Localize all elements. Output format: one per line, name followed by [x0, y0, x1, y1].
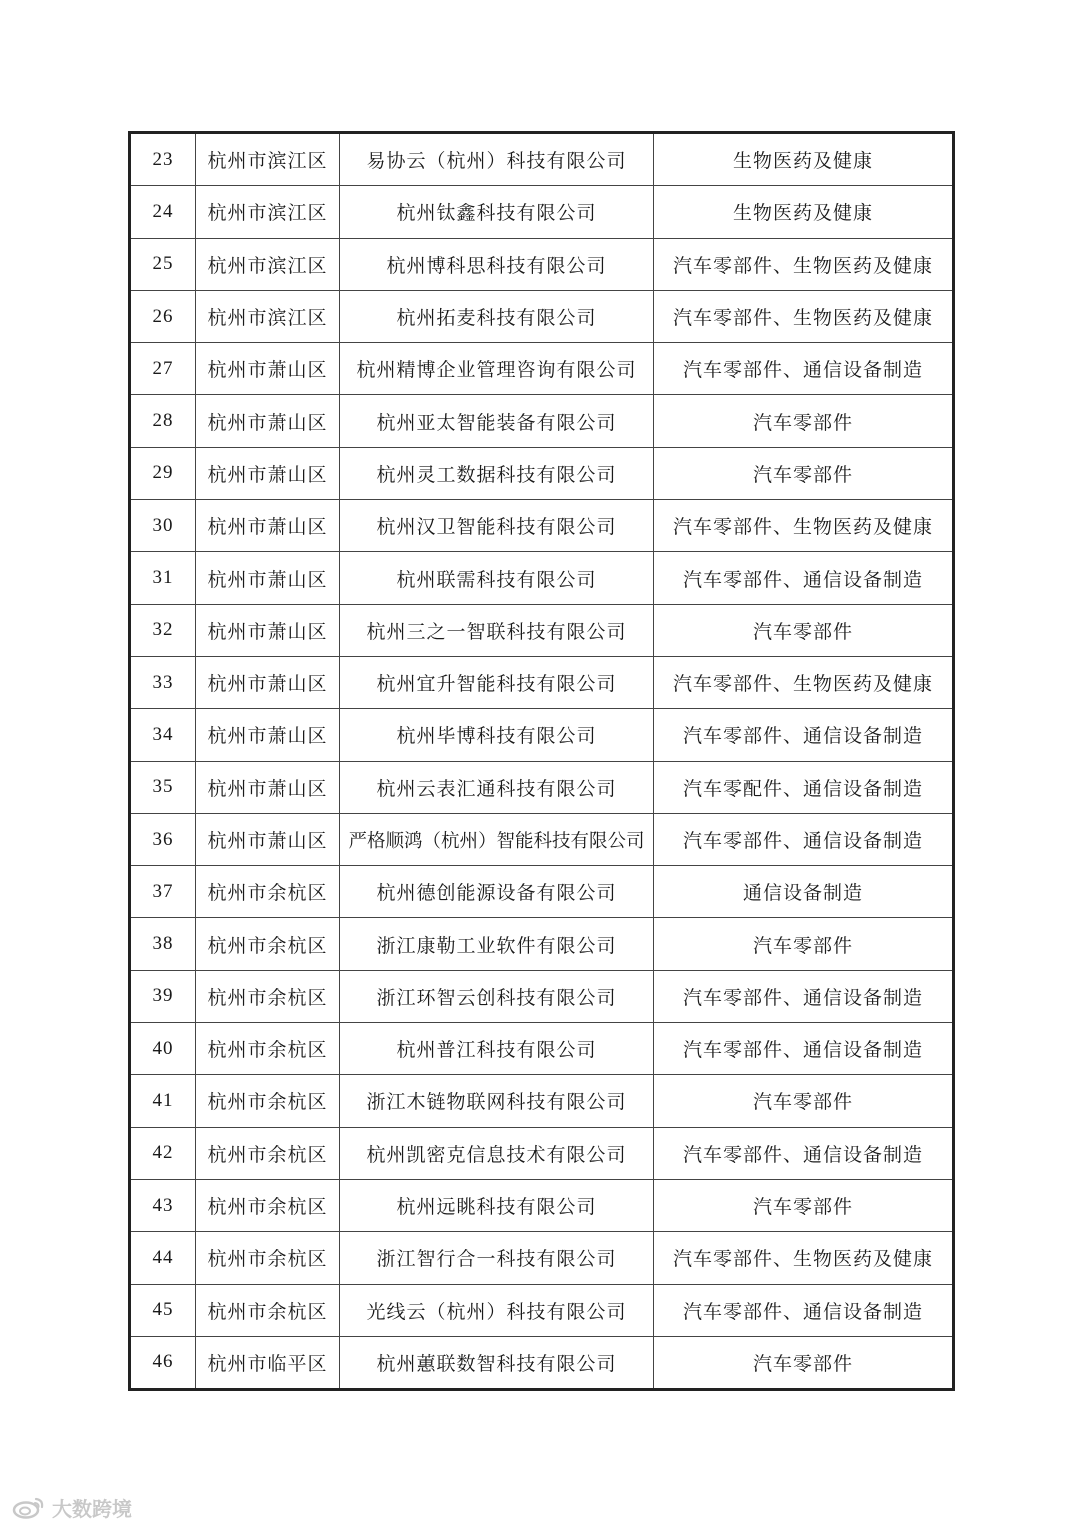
row-number: 45 [130, 1284, 196, 1336]
row-number: 37 [130, 866, 196, 918]
table-row [130, 186, 954, 238]
district-cell: 杭州市萧山区 [196, 813, 340, 865]
watermark [12, 1494, 132, 1520]
district-cell: 杭州市余杭区 [196, 1023, 340, 1075]
district-cell: 杭州市余杭区 [196, 1232, 340, 1284]
table-row [130, 1023, 954, 1075]
district-cell: 杭州市余杭区 [196, 970, 340, 1022]
district-cell: 杭州市滨江区 [196, 238, 340, 290]
row-number: 42 [130, 1127, 196, 1179]
company-name-cell: 杭州三之一智联科技有限公司 [340, 604, 654, 656]
company-name-cell: 杭州拓麦科技有限公司 [340, 290, 654, 342]
company-name-cell: 杭州联需科技有限公司 [340, 552, 654, 604]
company-name-cell: 杭州宜升智能科技有限公司 [340, 656, 654, 708]
industry-cell: 汽车零部件 [654, 604, 954, 656]
district-cell: 杭州市萧山区 [196, 500, 340, 552]
row-number: 40 [130, 1023, 196, 1075]
district-cell: 杭州市余杭区 [196, 1284, 340, 1336]
table-row [130, 866, 954, 918]
table-row [130, 343, 954, 395]
company-name-cell: 光线云（杭州）科技有限公司 [340, 1284, 654, 1336]
table-body [130, 133, 954, 1390]
row-number: 25 [130, 238, 196, 290]
row-number: 24 [130, 186, 196, 238]
row-number: 33 [130, 656, 196, 708]
company-name-cell: 杭州亚太智能装备有限公司 [340, 395, 654, 447]
company-list-table [128, 131, 955, 1391]
table-row [130, 918, 954, 970]
table-row [130, 500, 954, 552]
industry-cell: 生物医药及健康 [654, 186, 954, 238]
row-number: 26 [130, 290, 196, 342]
table-row [130, 970, 954, 1022]
industry-cell: 汽车零部件、通信设备制造 [654, 709, 954, 761]
company-name-cell: 易协云（杭州）科技有限公司 [340, 133, 654, 186]
company-name-cell: 杭州蕙联数智科技有限公司 [340, 1336, 654, 1389]
district-cell: 杭州市滨江区 [196, 186, 340, 238]
table-row [130, 709, 954, 761]
weibo-logo-icon [12, 1495, 46, 1519]
table-row [130, 1127, 954, 1179]
row-number: 29 [130, 447, 196, 499]
company-name-cell: 浙江康勒工业软件有限公司 [340, 918, 654, 970]
row-number: 35 [130, 761, 196, 813]
company-name-cell: 浙江木链物联网科技有限公司 [340, 1075, 654, 1127]
district-cell: 杭州市萧山区 [196, 709, 340, 761]
industry-cell: 生物医药及健康 [654, 133, 954, 186]
company-name-cell: 杭州灵工数据科技有限公司 [340, 447, 654, 499]
industry-cell: 汽车零部件 [654, 1179, 954, 1231]
table-row [130, 1336, 954, 1389]
table-row [130, 1284, 954, 1336]
row-number: 36 [130, 813, 196, 865]
company-name-cell: 杭州博科思科技有限公司 [340, 238, 654, 290]
industry-cell: 汽车零配件、通信设备制造 [654, 761, 954, 813]
row-number: 46 [130, 1336, 196, 1389]
company-name-cell: 浙江智行合一科技有限公司 [340, 1232, 654, 1284]
industry-cell: 汽车零部件 [654, 447, 954, 499]
industry-cell: 汽车零部件、通信设备制造 [654, 813, 954, 865]
industry-cell: 汽车零部件、通信设备制造 [654, 552, 954, 604]
table-row [130, 238, 954, 290]
industry-cell: 汽车零部件 [654, 1336, 954, 1389]
district-cell: 杭州市余杭区 [196, 918, 340, 970]
industry-cell: 汽车零部件、通信设备制造 [654, 1284, 954, 1336]
company-name-cell: 杭州凯密克信息技术有限公司 [340, 1127, 654, 1179]
district-cell: 杭州市萧山区 [196, 447, 340, 499]
district-cell: 杭州市滨江区 [196, 290, 340, 342]
district-cell: 杭州市余杭区 [196, 866, 340, 918]
table-row [130, 1232, 954, 1284]
table-row [130, 1179, 954, 1231]
table-row [130, 447, 954, 499]
table-row [130, 133, 954, 186]
district-cell: 杭州市余杭区 [196, 1127, 340, 1179]
company-name-cell: 杭州精博企业管理咨询有限公司 [340, 343, 654, 395]
row-number: 32 [130, 604, 196, 656]
row-number: 41 [130, 1075, 196, 1127]
watermark-text: 大数跨境 [52, 1496, 132, 1521]
row-number: 34 [130, 709, 196, 761]
row-number: 38 [130, 918, 196, 970]
industry-cell: 汽车零部件、通信设备制造 [654, 1127, 954, 1179]
company-name-cell: 杭州毕博科技有限公司 [340, 709, 654, 761]
district-cell: 杭州市余杭区 [196, 1179, 340, 1231]
industry-cell: 汽车零部件 [654, 395, 954, 447]
row-number: 44 [130, 1232, 196, 1284]
row-number: 39 [130, 970, 196, 1022]
row-number: 28 [130, 395, 196, 447]
row-number: 23 [130, 133, 196, 186]
document-page [128, 131, 952, 1391]
district-cell: 杭州市萧山区 [196, 761, 340, 813]
district-cell: 杭州市萧山区 [196, 552, 340, 604]
industry-cell: 汽车零部件、生物医药及健康 [654, 500, 954, 552]
table-row [130, 761, 954, 813]
industry-cell: 汽车零部件、生物医药及健康 [654, 1232, 954, 1284]
table-row [130, 604, 954, 656]
industry-cell: 汽车零部件 [654, 918, 954, 970]
district-cell: 杭州市临平区 [196, 1336, 340, 1389]
district-cell: 杭州市萧山区 [196, 604, 340, 656]
company-name-cell: 杭州钛鑫科技有限公司 [340, 186, 654, 238]
industry-cell: 汽车零部件、通信设备制造 [654, 970, 954, 1022]
district-cell: 杭州市滨江区 [196, 133, 340, 186]
table-row [130, 395, 954, 447]
company-name-cell: 杭州云表汇通科技有限公司 [340, 761, 654, 813]
district-cell: 杭州市余杭区 [196, 1075, 340, 1127]
district-cell: 杭州市萧山区 [196, 656, 340, 708]
company-name-cell: 杭州德创能源设备有限公司 [340, 866, 654, 918]
industry-cell: 汽车零部件、生物医药及健康 [654, 238, 954, 290]
district-cell: 杭州市萧山区 [196, 343, 340, 395]
table-row [130, 1075, 954, 1127]
row-number: 30 [130, 500, 196, 552]
company-name-cell: 杭州汉卫智能科技有限公司 [340, 500, 654, 552]
industry-cell: 汽车零部件、生物医药及健康 [654, 656, 954, 708]
table-row [130, 552, 954, 604]
industry-cell: 汽车零部件、通信设备制造 [654, 343, 954, 395]
company-name-cell: 杭州远眺科技有限公司 [340, 1179, 654, 1231]
row-number: 31 [130, 552, 196, 604]
table-row [130, 290, 954, 342]
table-row [130, 813, 954, 865]
company-name-cell: 严格顺鸿（杭州）智能科技有限公司 [340, 813, 654, 865]
industry-cell: 汽车零部件、通信设备制造 [654, 1023, 954, 1075]
company-name-cell: 浙江环智云创科技有限公司 [340, 970, 654, 1022]
row-number: 27 [130, 343, 196, 395]
industry-cell: 汽车零部件、生物医药及健康 [654, 290, 954, 342]
row-number: 43 [130, 1179, 196, 1231]
company-name-cell: 杭州普江科技有限公司 [340, 1023, 654, 1075]
industry-cell: 汽车零部件 [654, 1075, 954, 1127]
industry-cell: 通信设备制造 [654, 866, 954, 918]
district-cell: 杭州市萧山区 [196, 395, 340, 447]
table-row [130, 656, 954, 708]
